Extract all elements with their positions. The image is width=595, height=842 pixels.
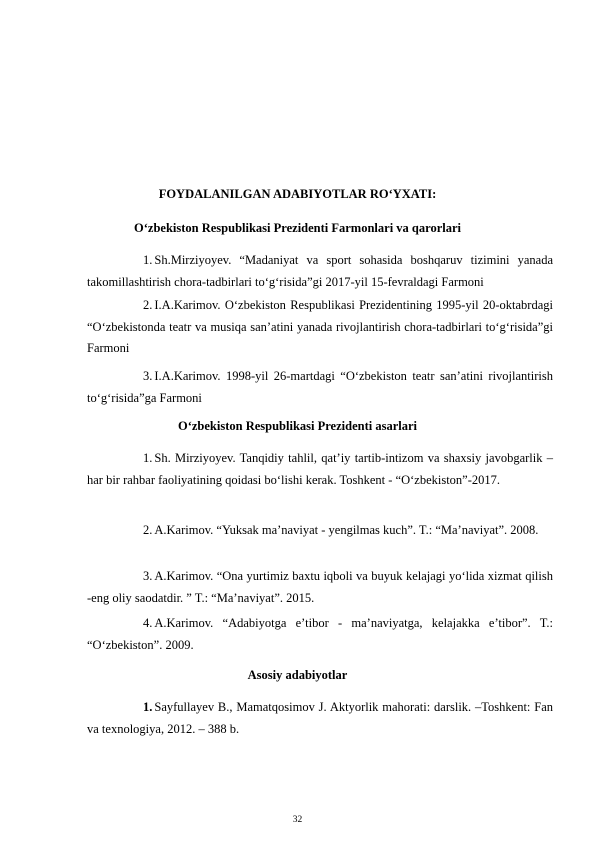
item-text: A.Karimov. “Adabiyotga e’tibor - ma’naviyatga, kelajakka e’tibor”. T.: “O‘zbekiston”. 2009.	[87, 616, 553, 652]
item-text: I.A.Karimov. 1998-yil 26-martdagi “O‘zbekiston teatr san’atini rivojlantirish to‘g‘risida”ga Farmoni	[87, 369, 553, 405]
item-number: 1.	[143, 253, 153, 267]
item-number: 3.	[143, 569, 153, 583]
page-number: 32	[292, 815, 303, 825]
item-number: 3.	[143, 369, 153, 383]
bibliography-heading: FOYDALANILGAN ADABIYOTLAR RO‘YXATI:	[158, 187, 437, 201]
list-item	[87, 613, 553, 656]
section-title-decrees: O‘zbekiston Respublikasi Prezidenti Farmonlari va qarorlari	[134, 221, 461, 235]
item-number: 1.	[143, 451, 153, 465]
item-text: Sayfullayev B., Mamatqosimov J. Aktyorlik mahorati: darslik. –Toshkent: Fan va texnologiya, 2012. – 388 b.	[87, 700, 553, 736]
section-title-main-literature: Asosiy adabiyotlar	[247, 668, 348, 682]
item-number: 2.	[143, 523, 153, 537]
list-item	[87, 366, 553, 409]
list-item	[87, 566, 553, 609]
list-item	[87, 295, 553, 360]
list-item	[87, 250, 553, 293]
item-number: 2.	[143, 298, 153, 312]
item-text: Sh.Mirziyoyev. “Madaniyat va sport sohasida boshqaruv tizimini yanada takomillashtirish chora-tadbirlari to‘g‘risida”gi 2017-yil 15-fevraldagi Farmoni	[87, 253, 553, 289]
item-text: A.Karimov. “Ona yurtimiz baxtu iqboli va buyuk kelajagi yo‘lida xizmat qilish -eng oliy saodatdir. ” T.: “Ma’naviyat”. 2015.	[87, 569, 553, 605]
item-text: A.Karimov. “Yuksak ma’naviyat - yengilmas kuch”. T.: “Ma’naviyat”. 2008.	[154, 523, 539, 537]
list-item	[87, 520, 553, 542]
list-item	[87, 697, 553, 740]
item-number: 1.	[143, 700, 153, 714]
item-text: I.A.Karimov. O‘zbekiston Respublikasi Prezidentining 1995-yil 20-oktabrdagi “O‘zbekistonda teatr va musiqa san’atini yanada rivojlantirish chora-tadbirlari to‘g‘risida”gi Farmoni	[87, 298, 553, 355]
section-title-works: O‘zbekiston Respublikasi Prezidenti asarlari	[177, 419, 417, 433]
list-item	[87, 448, 553, 491]
item-text: Sh. Mirziyoyev. Tanqidiy tahlil, qat’iy tartib-intizom va shaxsiy javobgarlik – har bir rahbar faoliyatining qoidasi bo‘lishi kerak. Toshkent - “O‘zbekiston”-2017.	[87, 451, 553, 487]
item-number: 4.	[143, 616, 153, 630]
